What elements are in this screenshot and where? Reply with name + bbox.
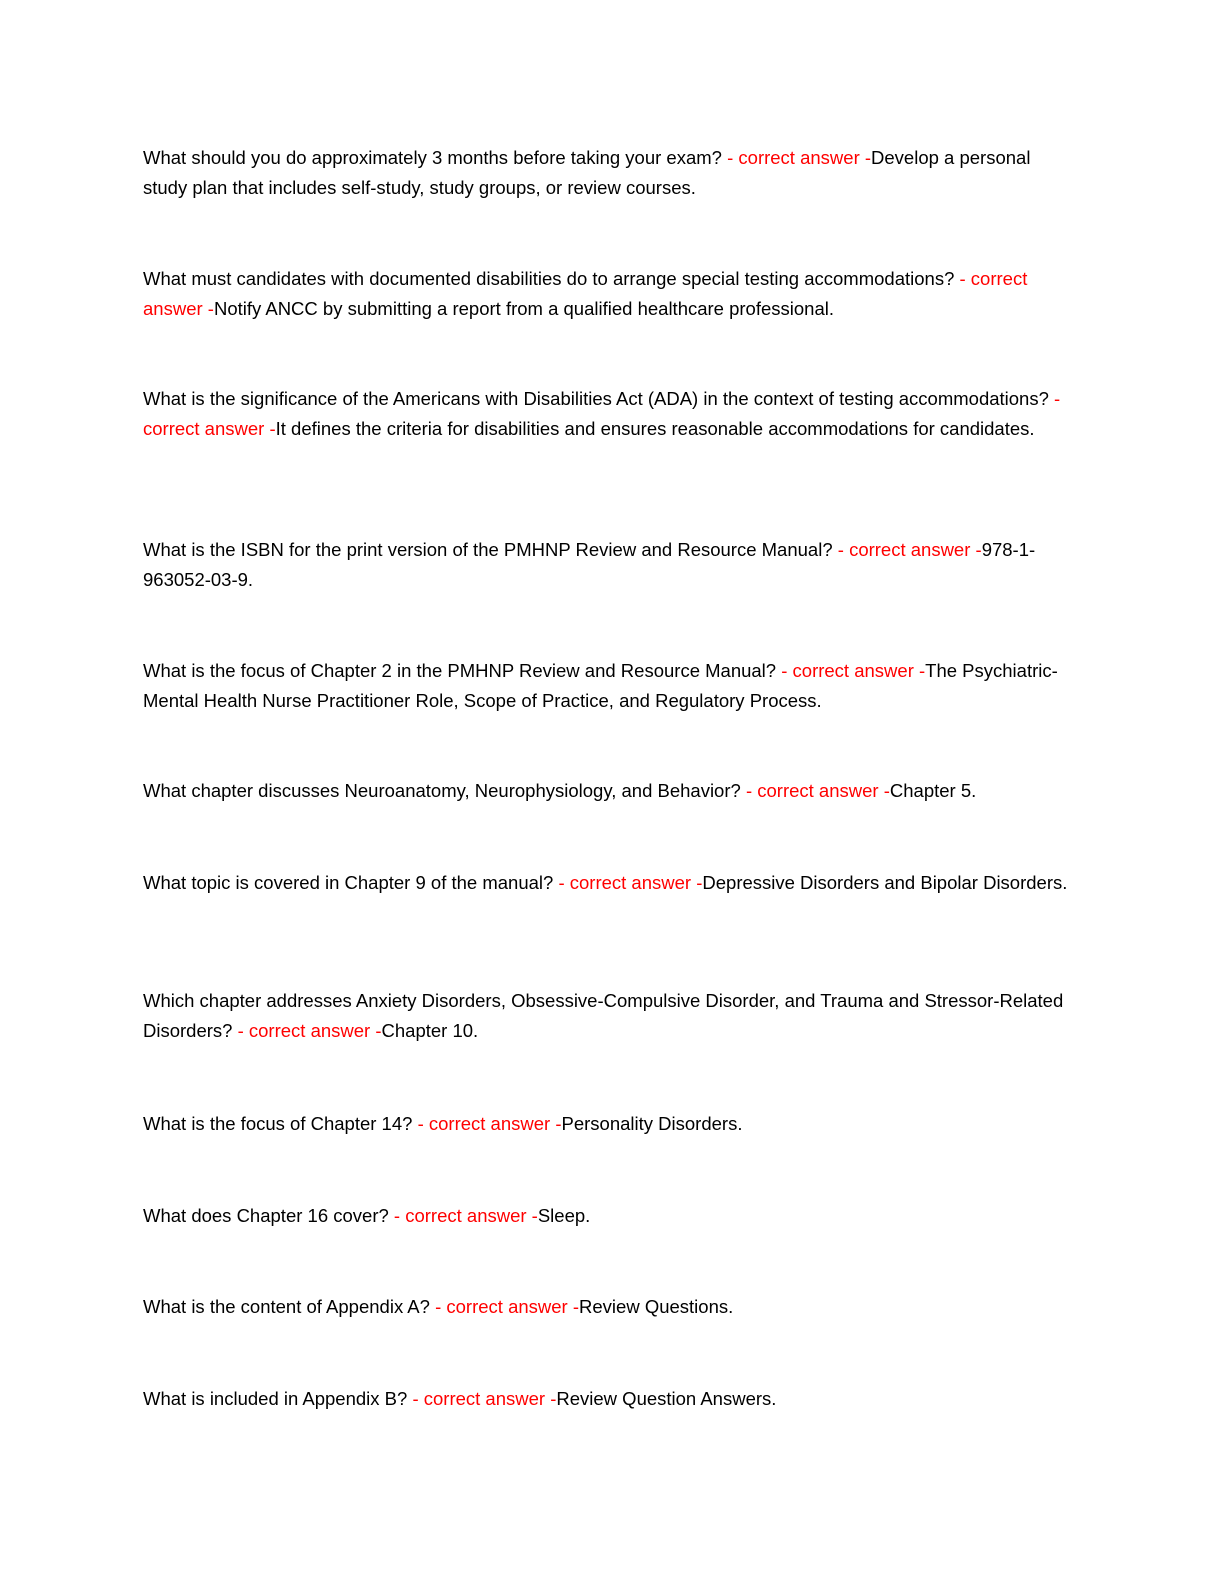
qa-item-5: [143, 656, 1073, 716]
qa-item-6: [143, 776, 1073, 806]
correct-answer-marker: - correct answer -: [237, 1020, 382, 1041]
question-text: What is included in Appendix B?: [143, 1388, 413, 1409]
question-text: What is the ISBN for the print version of the PMHNP Review and Resource Manual?: [143, 539, 838, 560]
qa-item-9: [143, 1109, 1073, 1139]
question-text: What chapter discusses Neuroanatomy, Neurophysiology, and Behavior?: [143, 780, 746, 801]
correct-answer-marker: - correct answer -: [143, 268, 1028, 319]
correct-answer-marker: - correct answer -: [558, 872, 703, 893]
question-text: What should you do approximately 3 months before taking your exam?: [143, 147, 728, 168]
correct-answer-marker: - correct answer -: [781, 660, 926, 681]
answer-text: Review Questions.: [579, 1296, 734, 1317]
answer-text: Personality Disorders.: [561, 1113, 743, 1134]
question-text: What does Chapter 16 cover?: [143, 1205, 394, 1226]
qa-item-4: [143, 535, 1073, 595]
question-text: What is the significance of the Americans with Disabilities Act (ADA) in the context of testing accommodations?: [143, 388, 1055, 409]
question-text: What is the focus of Chapter 2 in the PMHNP Review and Resource Manual?: [143, 660, 782, 681]
qa-item-10: [143, 1201, 1073, 1231]
answer-text: Chapter 5.: [889, 780, 977, 801]
qa-item-12: [143, 1384, 1073, 1414]
question-text: What is the content of Appendix A?: [143, 1296, 436, 1317]
correct-answer-marker: - correct answer -: [417, 1113, 562, 1134]
question-text: What is the focus of Chapter 14?: [143, 1113, 418, 1134]
answer-text: Chapter 10.: [381, 1020, 479, 1041]
answer-text: Notify ANCC by submitting a report from a qualified healthcare professional.: [213, 298, 835, 319]
correct-answer-marker: - correct answer -: [727, 147, 872, 168]
answer-text: Depressive Disorders and Bipolar Disorders.: [702, 872, 1068, 893]
answer-text: The Psychiatric-Mental Health Nurse Practitioner Role, Scope of Practice, and Regulatory Process.: [143, 660, 1058, 711]
correct-answer-marker: - correct answer -: [745, 780, 890, 801]
qa-item-7: [143, 868, 1073, 898]
correct-answer-marker: - correct answer -: [393, 1205, 538, 1226]
question-text: Which chapter addresses Anxiety Disorders, Obsessive-Compulsive Disorder, and Trauma and Stressor-Related Disorders?: [143, 990, 1064, 1041]
correct-answer-marker: - correct answer -: [837, 539, 982, 560]
answer-text: Review Question Answers.: [556, 1388, 777, 1409]
question-text: What must candidates with documented disabilities do to arrange special testing accommodations?: [143, 268, 960, 289]
correct-answer-marker: - correct answer -: [143, 388, 1061, 439]
qa-item-1: [143, 143, 1073, 203]
answer-text: It defines the criteria for disabilities and ensures reasonable accommodations for candidates.: [275, 418, 1035, 439]
answer-text: Sleep.: [537, 1205, 591, 1226]
question-text: What topic is covered in Chapter 9 of the manual?: [143, 872, 559, 893]
correct-answer-marker: - correct answer -: [435, 1296, 580, 1317]
qa-item-11: [143, 1292, 1073, 1322]
qa-item-2: [143, 264, 1073, 324]
qa-item-3: [143, 384, 1073, 444]
answer-text: 978-1-963052-03-9.: [143, 539, 1036, 590]
qa-item-8: [143, 986, 1073, 1046]
correct-answer-marker: - correct answer -: [412, 1388, 557, 1409]
answer-text: Develop a personal study plan that includes self-study, study groups, or review courses.: [143, 147, 1031, 198]
